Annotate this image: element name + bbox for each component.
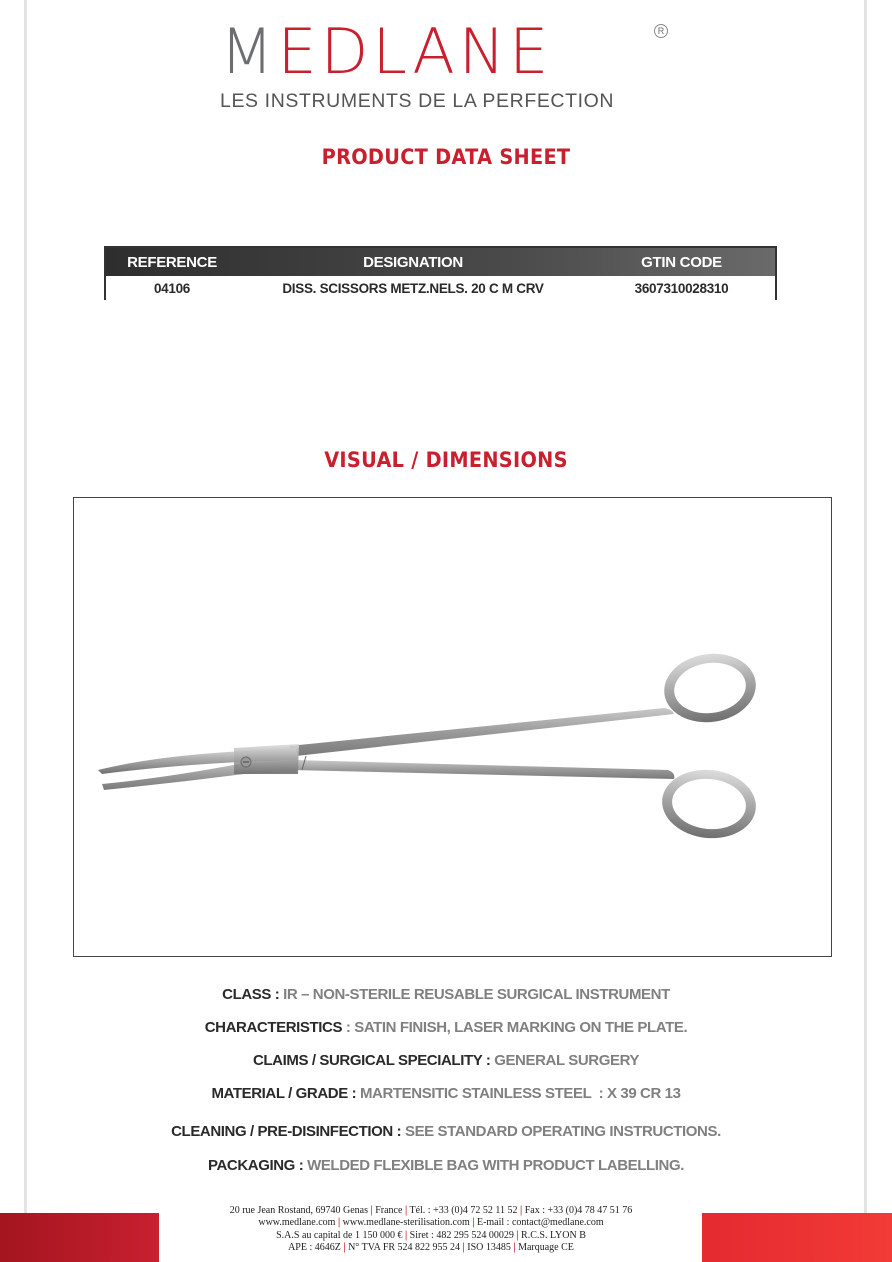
footer-separator: | — [516, 1229, 519, 1241]
logo-letters: EDLANE — [277, 15, 553, 88]
footer-email[interactable]: E-mail : contact@medlane.com — [476, 1217, 604, 1229]
spec-value: GENERAL SURGERY — [490, 1052, 640, 1069]
reference-table-header — [106, 248, 775, 276]
footer-separator: | — [370, 1205, 373, 1216]
logo-letter-m: M — [220, 15, 278, 88]
cell-reference: 04106 — [153, 280, 191, 296]
upper-shank — [289, 708, 674, 756]
product-visual-frame — [73, 497, 832, 957]
spec-label: PACKAGING : — [207, 1157, 304, 1174]
footer-phone: Tél. : +33 (0)4 72 52 11 52 — [409, 1205, 518, 1216]
spec-label: CLAIMS / SURGICAL SPECIALITY : — [252, 1052, 491, 1069]
footer-siret: Siret : 482 295 524 00029 — [409, 1229, 514, 1241]
table-row — [106, 276, 775, 300]
spec-material — [0, 1085, 892, 1102]
footer-separator: | — [472, 1217, 475, 1229]
spec-value: MARTENSITIC STAINLESS STEEL : X 39 CR 13 — [356, 1085, 681, 1102]
footer-rcs: R.C.S. LYON B — [521, 1229, 586, 1241]
footer-separator: | — [462, 1242, 465, 1254]
product-data-sheet-title: PRODUCT DATA SHEET — [321, 145, 571, 169]
spec-label: CLEANING / PRE-DISINFECTION : — [171, 1123, 402, 1140]
footer-sterilisation-link[interactable]: www.medlane-sterilisation.com — [342, 1217, 470, 1229]
footer-company-info — [160, 1205, 702, 1255]
spec-label: CHARACTERISTICS — [204, 1019, 343, 1036]
reference-table — [104, 246, 777, 300]
footer-red-bar-left — [0, 1213, 159, 1262]
scissors-image — [74, 498, 831, 956]
brand-logo — [220, 15, 680, 116]
brand-tagline: LES INSTRUMENTS DE LA PERFECTION — [220, 90, 615, 112]
footer-address: 20 rue Jean Rostand, 69740 Genas — [229, 1205, 369, 1216]
footer-country: France — [375, 1205, 403, 1216]
footer-capital: S.A.S au capital de 1 150 000 € — [276, 1229, 403, 1241]
footer-web-line — [160, 1217, 702, 1229]
footer-separator: | — [520, 1205, 523, 1216]
footer-fax: Fax : +33 (0)4 78 47 51 76 — [524, 1205, 633, 1216]
footer-ce: Marquage CE — [518, 1242, 574, 1254]
footer-ape: APE : 4646Z — [288, 1242, 341, 1254]
footer-separator: | — [513, 1242, 516, 1254]
spec-value: : SATIN FINISH, LASER MARKING ON THE PLATE. — [342, 1019, 688, 1036]
spec-characteristics — [0, 1019, 892, 1036]
registered-mark: R — [654, 24, 668, 38]
footer-separator: | — [404, 1205, 408, 1216]
spec-value: IR – NON-STERILE REUSABLE SURGICAL INSTRUMENT — [279, 986, 670, 1003]
footer-red-bar-right — [702, 1213, 892, 1262]
header-gtin: GTIN CODE — [641, 253, 722, 271]
footer-iso: ISO 13485 — [467, 1242, 511, 1254]
spec-value: WELDED FLEXIBLE BAG WITH PRODUCT LABELLING. — [303, 1157, 685, 1174]
spec-label: CLASS : — [222, 986, 280, 1003]
footer-legal-line — [160, 1230, 702, 1242]
footer-address-line — [160, 1205, 702, 1217]
cell-gtin: 3607310028310 — [634, 280, 729, 296]
spec-class — [0, 986, 892, 1003]
footer-separator: | — [343, 1242, 346, 1254]
spec-value: SEE STANDARD OPERATING INSTRUCTIONS. — [401, 1123, 721, 1140]
logo-wordmark — [220, 15, 660, 88]
visual-dimensions-title: VISUAL / DIMENSIONS — [324, 448, 568, 472]
spec-label: MATERIAL / GRADE : — [211, 1085, 357, 1102]
cell-designation: DISS. SCISSORS METZ.NELS. 20 C M CRV — [282, 280, 544, 296]
footer-vat: N° TVA FR 524 822 955 24 — [348, 1242, 461, 1254]
footer-registration-line — [160, 1242, 702, 1254]
header-reference: REFERENCE — [127, 253, 217, 271]
spec-claims — [0, 1052, 892, 1069]
header-designation: DESIGNATION — [363, 253, 463, 271]
spec-packaging — [0, 1157, 892, 1174]
upper-finger-ring — [660, 648, 761, 728]
spec-cleaning — [0, 1123, 892, 1140]
footer-separator: | — [337, 1217, 341, 1229]
lower-shank — [292, 760, 674, 779]
footer-separator: | — [404, 1229, 408, 1241]
footer-website-link[interactable]: www.medlane.com — [258, 1217, 336, 1229]
